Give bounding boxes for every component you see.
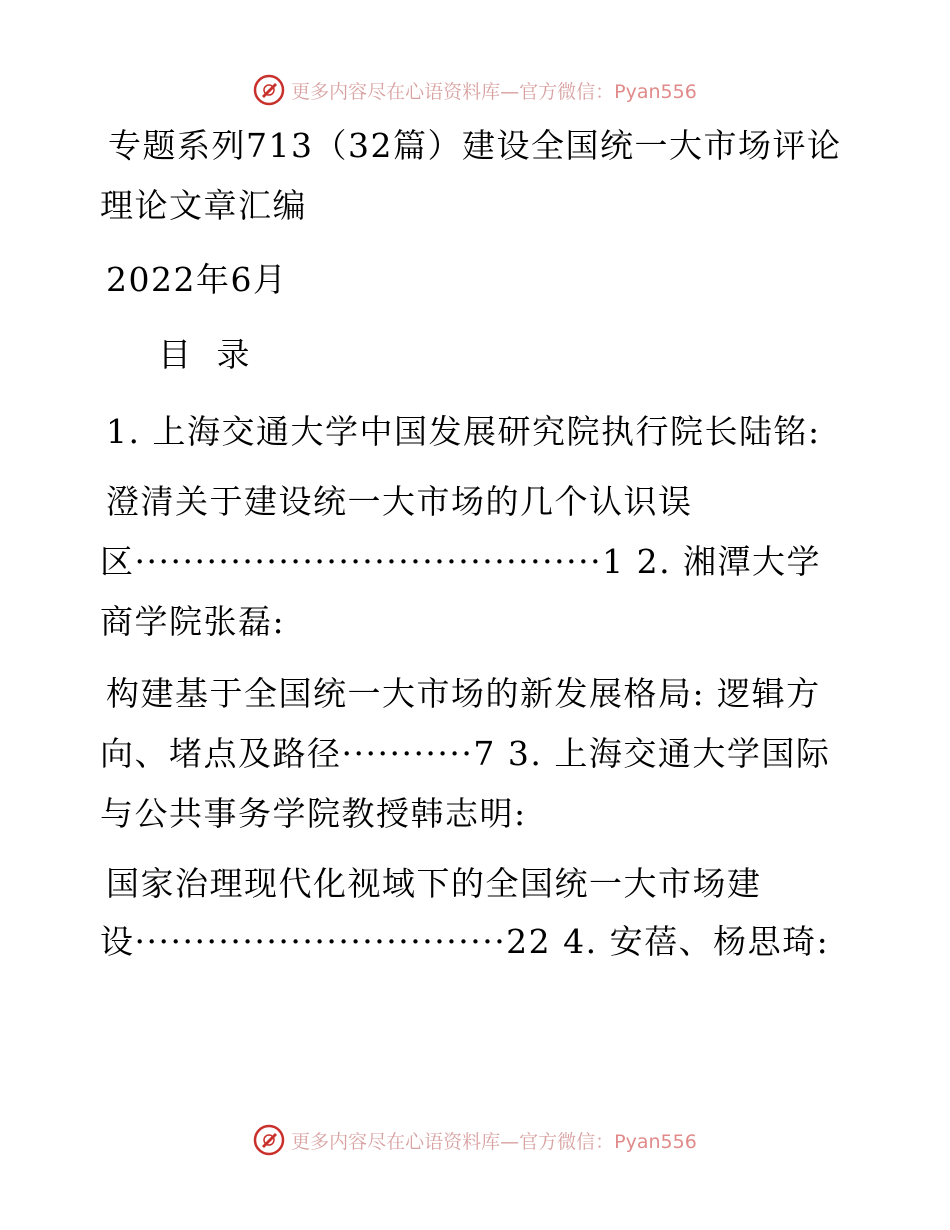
watermark-footer <box>0 1122 950 1158</box>
toc-line-7: 与公共事务学院教授韩志明: <box>100 794 527 833</box>
watermark-text: 更多内容尽在心语资料库—官方微信：Pyan556 <box>291 80 697 103</box>
toc-line-9: 设·······························22 4. 安蓓、杨思琦: <box>100 922 830 961</box>
watermark-wechat-id: Pyan556 <box>614 80 697 103</box>
watermark-wechat-id: Pyan556 <box>614 1130 697 1153</box>
doc-title-line-2: 理论文章汇编 <box>100 186 307 225</box>
toc-line-5: 构建基于全国统一大市场的新发展格局: 逻辑方 <box>106 674 821 713</box>
toc-line-2: 澄清关于建设统一大市场的几个认识误 <box>106 482 693 521</box>
watermark-text: 更多内容尽在心语资料库—官方微信：Pyan556 <box>291 1130 697 1153</box>
seal-logo-icon <box>253 74 285 106</box>
doc-date: 2022年6月 <box>106 260 288 299</box>
doc-title-line-1: 专题系列713（32篇）建设全国统一大市场评论 <box>108 126 842 165</box>
toc-heading: 目 录 <box>158 335 251 374</box>
toc-line-1: 1. 上海交通大学中国发展研究院执行院长陆铭: <box>106 412 821 451</box>
toc-line-6: 向、堵点及路径···········7 3. 上海交通大学国际 <box>100 734 831 773</box>
toc-line-4: 商学院张磊: <box>100 602 286 641</box>
toc-line-3: 区·······································1 2. 湘潭大学 <box>100 542 822 581</box>
watermark-header <box>0 72 950 108</box>
seal-logo-icon <box>253 1124 285 1156</box>
toc-line-8: 国家治理现代化视域下的全国统一大市场建 <box>106 864 762 903</box>
